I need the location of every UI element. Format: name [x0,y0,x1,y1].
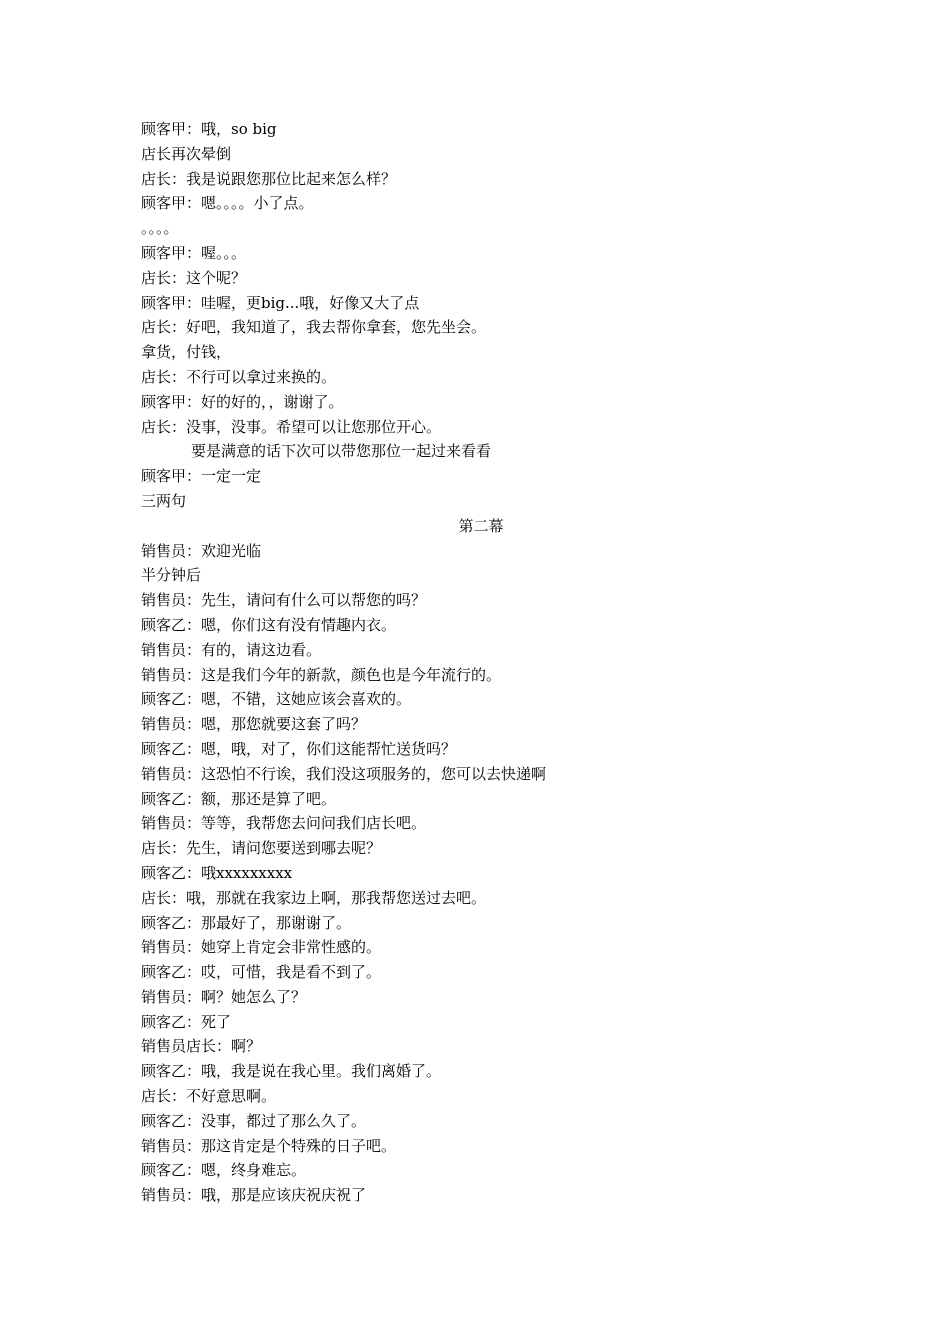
script-line: 三两句 [141,491,187,510]
script-line: 半分钟后 [141,566,202,585]
script-line: 顾客乙：嗯，哦，对了，你们这能帮忙送货吗？ [141,739,457,758]
script-line: 销售员：这是我们今年的新款，颜色也是今年流行的。 [141,665,502,684]
script-line: 店长：不好意思啊。 [141,1087,277,1106]
script-line: 销售员：欢迎光临 [141,541,262,560]
script-line: 销售员：这恐怕不行诶，我们没这项服务的，您可以去快递啊 [141,764,547,783]
script-line: 顾客乙：嗯，不错，这她应该会喜欢的。 [141,690,412,709]
script-line: 要是满意的话下次可以带您那位一起过来看看 [191,442,492,461]
script-line: 销售员：嗯，那您就要这套了吗？ [141,715,367,734]
script-line: 销售员：哦，那是应该庆祝庆祝了 [141,1186,367,1205]
script-line: 顾客甲：哦，so big [141,120,277,138]
script-line: 顾客乙：嗯，你们这有没有情趣内衣。 [141,615,397,634]
script-line: 顾客乙：哦，我是说在我心里。我们离婚了。 [141,1062,442,1081]
script-line: 店长：好吧，我知道了，我去帮你拿套，您先坐会。 [141,318,487,337]
script-line: 店长：不行可以拿过来换的。 [141,367,337,386]
script-line: 顾客甲：一定一定 [141,467,262,486]
script-line: 顾客乙：那最好了，那谢谢了。 [141,913,352,932]
script-line: 顾客乙：死了 [141,1012,232,1031]
script-line: 顾客乙：哦xxxxxxxxx [141,863,293,882]
script-line: 店长：我是说跟您那位比起来怎么样？ [141,169,397,188]
script-line: 顾客甲：哇喔，更big...哦，好像又大了点 [141,293,420,312]
script-line: 顾客乙：额，那还是算了吧。 [141,789,337,808]
script-line: 店长：这个呢？ [141,268,247,287]
script-line: 销售员：等等，我帮您去问问我们店长吧。 [141,814,427,833]
act-heading: 第二幕 [458,516,504,535]
script-line: 销售员：啊？她怎么了？ [141,987,307,1006]
script-line: 拿货，付钱， [141,343,232,362]
script-line: 顾客乙：嗯，终身难忘。 [141,1161,307,1180]
script-line: 销售员：先生，请问有什么可以帮您的吗？ [141,591,427,610]
script-line: 店长：没事，没事。希望可以让您那位开心。 [141,417,442,436]
script-line: 销售员：那这肯定是个特殊的日子吧。 [141,1136,397,1155]
script-line: 销售员：有的，请这边看。 [141,640,322,659]
script-line: 销售员店长：啊？ [141,1037,262,1056]
script-line: 顾客甲：喔。。。 [141,243,247,262]
script-line: 顾客乙：没事，都过了那么久了。 [141,1111,367,1130]
script-line: 店长再次晕倒 [141,144,232,163]
script-line: 销售员：她穿上肯定会非常性感的。 [141,938,382,957]
script-line: 顾客甲：嗯。。。。小了点。 [141,194,314,213]
script-line: 顾客甲：好的好的，，谢谢了。 [141,392,344,411]
script-line: 店长：先生，请问您要送到哪去呢？ [141,839,382,858]
script-line: 顾客乙：哎，可惜，我是看不到了。 [141,963,382,982]
script-body [141,117,821,1208]
script-line: 。。。。 [141,219,179,238]
script-line: 店长：哦，那就在我家边上啊，那我帮您送过去吧。 [141,888,487,907]
